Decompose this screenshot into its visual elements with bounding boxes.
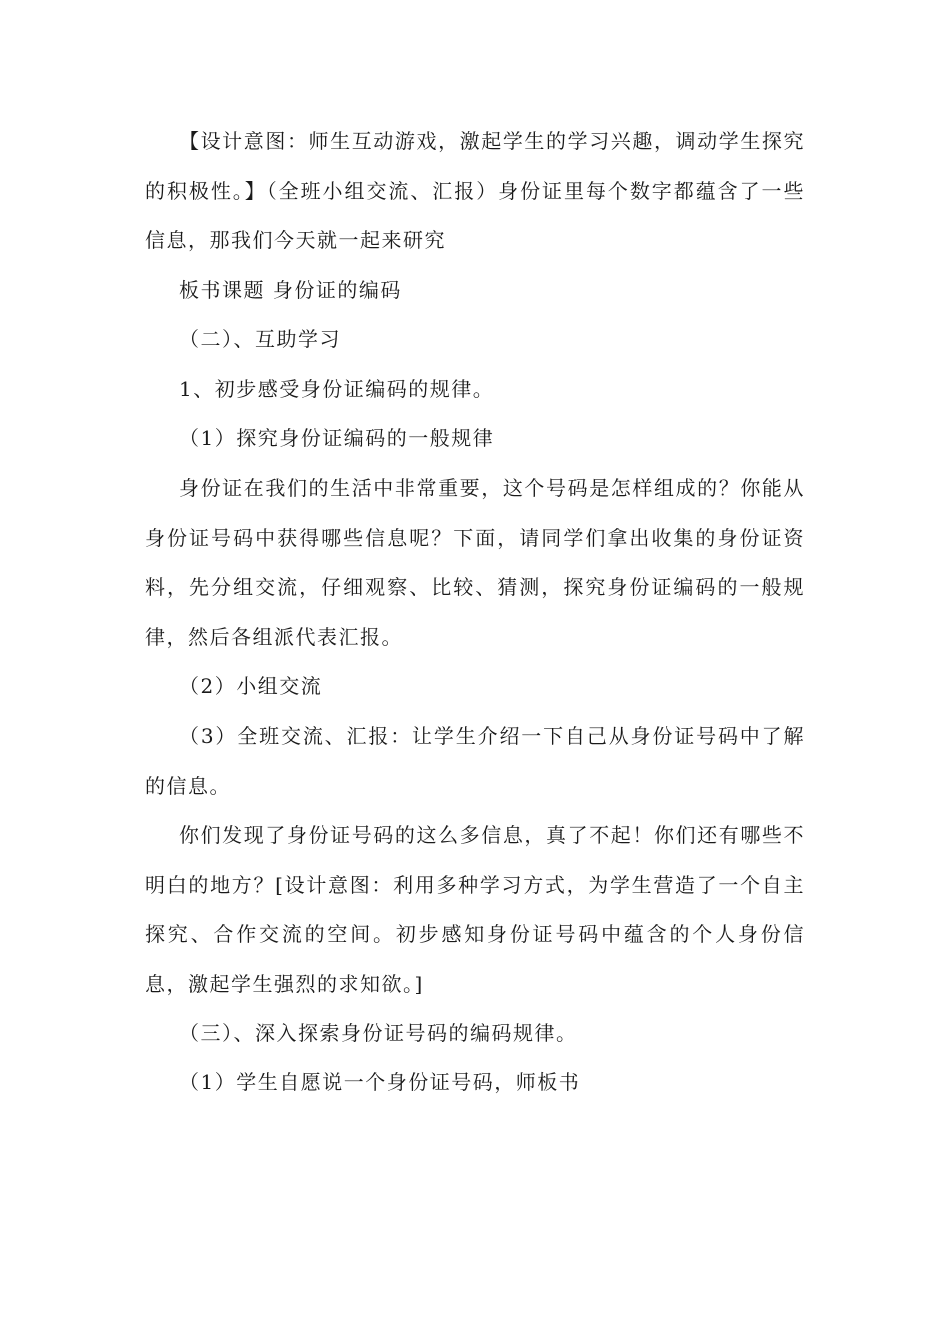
paragraph-step-1-1: （1）探究身份证编码的一般规律 <box>179 426 495 450</box>
paragraph-student-id-example: （1）学生自愿说一个身份证号码，师板书 <box>179 1070 581 1094</box>
section-heading-deep-exploration: （三）、深入探索身份证号码的编码规律。 <box>179 1021 578 1045</box>
paragraph-board-title: 板书课题 身份证的编码 <box>179 278 402 302</box>
paragraph-design-intent-1: 【设计意图：师生互动游戏，激起学生的学习兴趣，调动学生探究的积极性。】（全班小组交流、汇报）身份证里每个数字都蕴含了一些信息，那我们今天就一起来研究 <box>145 129 805 252</box>
paragraph-group-exchange: （2）小组交流 <box>179 674 323 698</box>
paragraph-id-importance: 身份证在我们的生活中非常重要，这个号码是怎样组成的？你能从身份证号码中获得哪些信息呢？下面，请同学们拿出收集的身份证资料，先分组交流，仔细观察、比较、猜测，探究身份证编码的一般规律，然后各组派代表汇报。 <box>145 476 805 649</box>
paragraph-step-1: 1、初步感受身份证编码的规律。 <box>179 377 495 401</box>
paragraph-class-report: （3）全班交流、汇报：让学生介绍一下自己从身份证号码中了解的信息。 <box>145 724 805 798</box>
section-heading-mutual-learning: （二）、互助学习 <box>179 327 341 351</box>
paragraph-design-intent-2: 你们发现了身份证号码的这么多信息，真了不起！你们还有哪些不明白的地方？[设计意图：利用多种学习方式，为学生营造了一个自主探究、合作交流的空间。初步感知身份证号码中蕴含的个人身份信息，激起学生强烈的求知欲。] <box>145 823 805 996</box>
